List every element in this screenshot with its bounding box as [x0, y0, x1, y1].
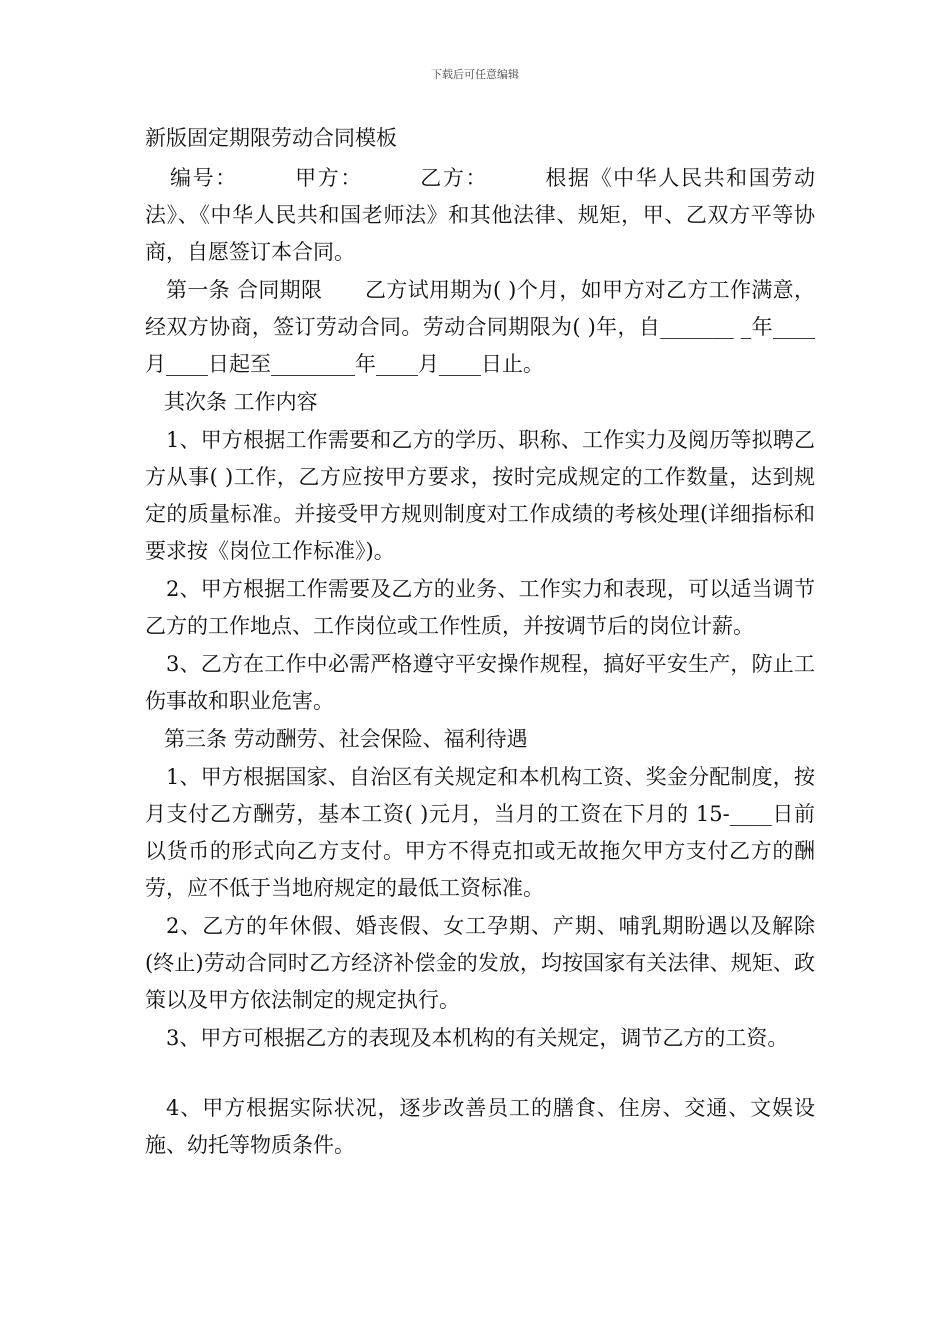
article-3-item-2: 2、乙方的年休假、婚丧假、女工孕期、产期、哺乳期盼遇以及解除(终止)劳动合同时乙方经济补偿金的发放，均按国家有关法律、规矩、政策以及甲方依法制定的规定执行。 — [145, 914, 815, 1012]
article-2-heading: 其次条 工作内容 — [164, 390, 318, 414]
preamble-paragraph: 编号： 甲方： 乙方： 根据《中华人民共和国劳动法》、《中华人民共和国老师法》和其他法律、规矩，甲、乙双方平等协商，自愿签订本合同。 — [145, 166, 815, 264]
article-2-item-2: 2、甲方根据工作需要及乙方的业务、工作实力和表现，可以适当调节乙方的工作地点、工作岗位或工作性质，并按调节后的岗位计薪。 — [145, 577, 815, 638]
article-1-paragraph: 第一条 合同期限 乙方试用期为( )个月，如甲方对乙方工作满意，经双方协商，签订劳动合同。劳动合同期限为( )年，自_______ _年____月____日起至________年____月____日止。 — [145, 278, 815, 376]
article-2-item-3: 3、乙方在工作中必需严格遵守平安操作规程，搞好平安生产，防止工伤事故和职业危害。 — [145, 652, 815, 713]
article-3-heading: 第三条 劳动酬劳、社会保险、福利待遇 — [164, 727, 528, 751]
article-3-item-4: 4、甲方根据实际状况，逐步改善员工的膳食、住房、交通、文娱设施、幼托等物质条件。 — [145, 1096, 815, 1157]
article-2-item-1: 1、甲方根据工作需要和乙方的学历、职称、工作实力及阅历等拟聘乙方从事( )工作，乙方应按甲方要求，按时完成规定的工作数量，达到规定的质量标准。并接受甲方规则制度对工作成绩的考核处理(详细指标和要求按《岗位工作标准》)。 — [145, 428, 815, 563]
document-body — [145, 124, 815, 1165]
article-3-item-1: 1、甲方根据国家、自治区有关规定和本机构工资、奖金分配制度，按月支付乙方酬劳，基本工资( )元月，当月的工资在下月的 15-____日前以货币的形式向乙方支付。甲方不得克扣或无故拖欠甲方支付乙方的酬劳，应不低于当地府规定的最低工资标准。 — [145, 765, 815, 900]
article-3-item-3: 3、甲方可根据乙方的表现及本机构的有关规定，调节乙方的工资。 — [166, 1026, 789, 1050]
blank-line — [145, 1058, 815, 1090]
document-title: 新版固定期限劳动合同模板 — [145, 126, 397, 150]
page-header-note: 下载后可任意编辑 — [431, 68, 519, 81]
